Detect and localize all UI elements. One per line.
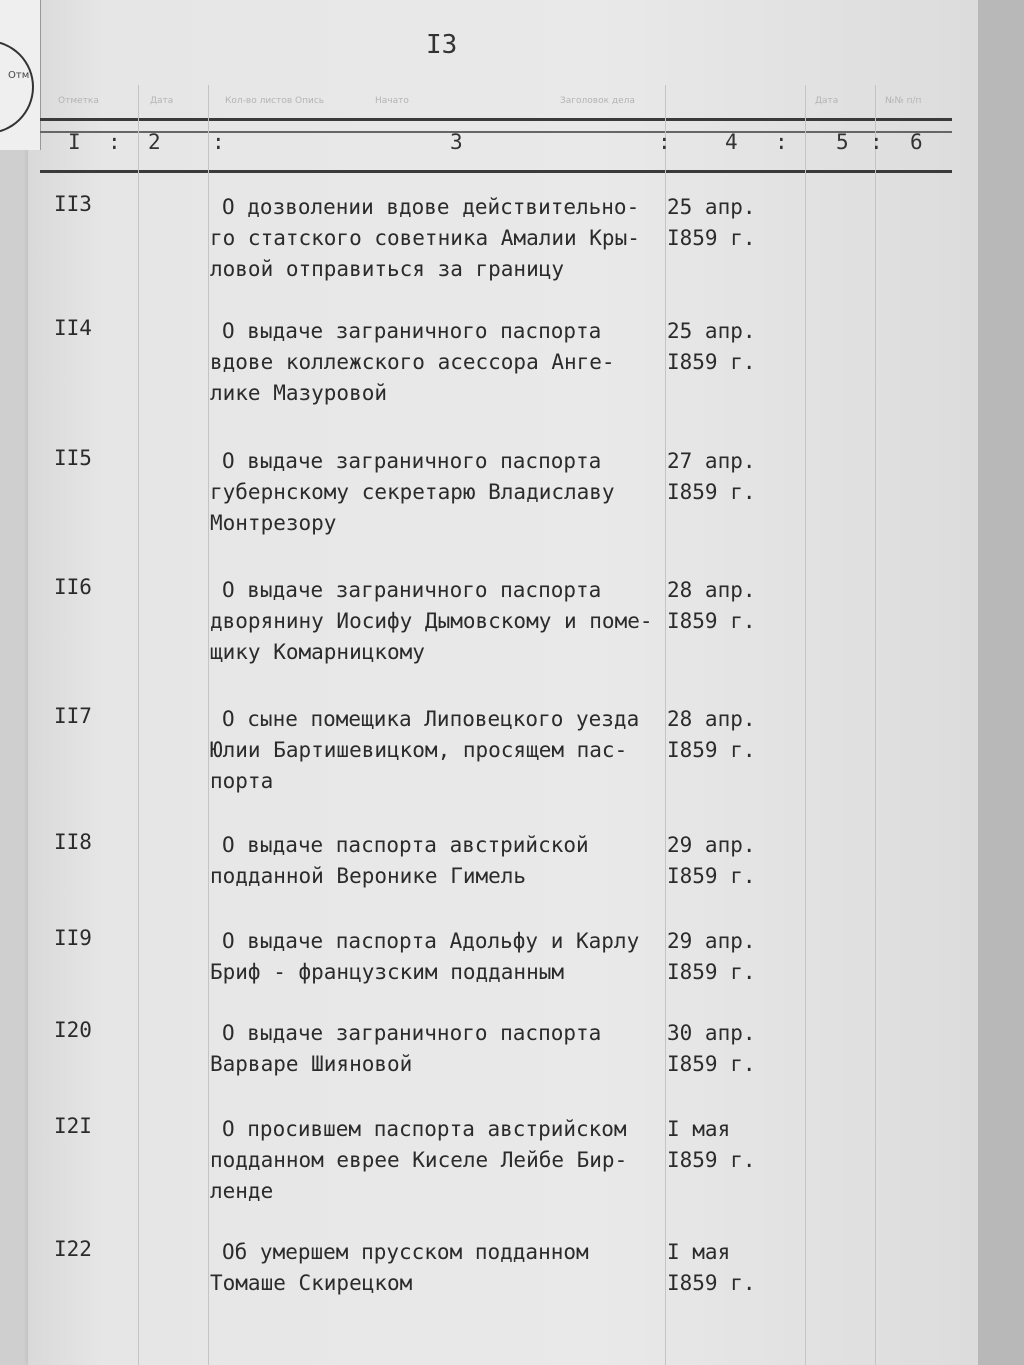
corner-stamp-curve: [0, 40, 34, 134]
ghost-header-label: Начато: [375, 96, 409, 106]
title-line: О просившем паспорта австрийском: [222, 1117, 627, 1141]
title-line: О выдаче паспорта Адольфу и Карлу: [222, 929, 640, 953]
date-year: I859 г.: [667, 1148, 756, 1172]
date-day: 28 апр.: [667, 578, 756, 602]
previous-page-corner: [0, 0, 41, 150]
column-separator: :: [658, 130, 671, 154]
column-number: 6: [910, 130, 923, 154]
row-title: [210, 575, 670, 668]
date-day: 29 апр.: [667, 929, 756, 953]
row-date: [667, 704, 756, 766]
ghost-header-label: Заголовок дела: [560, 96, 635, 106]
ghost-header-label: Дата: [815, 96, 839, 106]
title-line: Томаше Скирецком: [210, 1271, 413, 1295]
row-title: [210, 704, 670, 797]
ghost-header-label: Опись: [295, 96, 325, 106]
row-date: [667, 1237, 756, 1299]
title-line: лике Мазуровой: [210, 381, 388, 405]
row-title: [210, 1018, 670, 1080]
date-day: 30 апр.: [667, 1021, 756, 1045]
date-year: I859 г.: [667, 960, 756, 984]
row-date: [667, 926, 756, 988]
date-day: 25 апр.: [667, 195, 756, 219]
title-line: порта: [210, 769, 274, 793]
title-line: О дозволении вдове действительно-: [222, 195, 640, 219]
underlying-page-edge: [978, 0, 1024, 1365]
ghost-header-label: Дата: [150, 96, 174, 106]
title-line: О выдаче заграничного паспорта: [222, 449, 602, 473]
column-number: 4: [725, 130, 738, 154]
row-title: [210, 1237, 670, 1299]
date-year: I859 г.: [667, 480, 756, 504]
date-day: 25 апр.: [667, 319, 756, 343]
title-line: вдове коллежского асессора Анге-: [210, 350, 615, 374]
column-separator: :: [212, 130, 225, 154]
column-number: 5: [836, 130, 849, 154]
column-divider: [875, 85, 876, 1365]
row-date: [667, 575, 756, 637]
row-title: [210, 316, 670, 409]
date-year: I859 г.: [667, 609, 756, 633]
row-number: II5: [54, 446, 92, 470]
title-line: Об умершем прусском подданном: [222, 1240, 589, 1264]
row-number: I22: [54, 1237, 92, 1261]
title-line: Варваре Шияновой: [210, 1052, 413, 1076]
column-number: 2: [148, 130, 161, 154]
header-rule-middle: [40, 131, 952, 133]
title-line: ловой отправиться за границу: [210, 257, 565, 281]
column-number: I: [68, 130, 81, 154]
row-number: I20: [54, 1018, 92, 1042]
column-divider: [138, 85, 139, 1365]
date-day: 28 апр.: [667, 707, 756, 731]
title-line: О выдаче заграничного паспорта: [222, 319, 602, 343]
date-year: I859 г.: [667, 864, 756, 888]
date-year: I859 г.: [667, 1271, 756, 1295]
header-rule-top: [40, 118, 952, 121]
column-divider: [805, 85, 806, 1365]
row-number: II7: [54, 704, 92, 728]
title-line: ленде: [210, 1179, 274, 1203]
date-day: I мая: [667, 1117, 731, 1141]
title-line: Монтрезору: [210, 511, 337, 535]
page-number: I3: [426, 30, 458, 60]
date-day: 29 апр.: [667, 833, 756, 857]
title-line: Юлии Бартишевицком, просящем пас-: [210, 738, 628, 762]
row-date: [667, 316, 756, 378]
title-line: Бриф - французским подданным: [210, 960, 565, 984]
column-separator: :: [775, 130, 788, 154]
date-year: I859 г.: [667, 738, 756, 762]
row-title: [210, 926, 670, 988]
row-title: [210, 830, 670, 892]
title-line: щику Комарницкому: [210, 640, 425, 664]
date-day: I мая: [667, 1240, 731, 1264]
row-date: [667, 446, 756, 508]
title-line: подданном еврее Киселе Лейбе Бир-: [210, 1148, 628, 1172]
title-line: О выдаче заграничного паспорта: [222, 1021, 602, 1045]
row-number: I2I: [54, 1114, 92, 1138]
title-line: дворянину Иосифу Дымовскому и поме-: [210, 609, 653, 633]
row-title: [210, 1114, 670, 1207]
column-divider: [208, 85, 209, 1365]
row-date: [667, 830, 756, 892]
corner-label: Отм: [8, 70, 30, 81]
faded-header-row: [40, 88, 952, 118]
column-number: 3: [450, 130, 463, 154]
title-line: губернскому секретарю Владиславу: [210, 480, 615, 504]
row-number: II6: [54, 575, 92, 599]
row-title: [210, 446, 670, 539]
row-title: [210, 192, 670, 285]
date-year: I859 г.: [667, 350, 756, 374]
ghost-header-label: Кол-во листов: [225, 96, 293, 106]
date-year: I859 г.: [667, 226, 756, 250]
row-date: [667, 1018, 756, 1080]
column-separator: :: [870, 130, 883, 154]
column-separator: :: [108, 130, 121, 154]
row-number: II3: [54, 192, 92, 216]
title-line: подданной Веронике Гимель: [210, 864, 527, 888]
row-number: II8: [54, 830, 92, 854]
date-year: I859 г.: [667, 1052, 756, 1076]
title-line: го статского советника Амалии Кры-: [210, 226, 640, 250]
row-number: II4: [54, 316, 92, 340]
ghost-header-label: Отметка: [58, 96, 99, 106]
row-number: II9: [54, 926, 92, 950]
title-line: О выдаче заграничного паспорта: [222, 578, 602, 602]
ghost-header-label: №№ п/п: [885, 96, 922, 106]
header-rule-bottom: [40, 170, 952, 173]
row-date: [667, 192, 756, 254]
date-day: 27 апр.: [667, 449, 756, 473]
title-line: О сыне помещика Липовецкого уезда: [222, 707, 640, 731]
row-date: [667, 1114, 756, 1176]
title-line: О выдаче паспорта австрийской: [222, 833, 589, 857]
